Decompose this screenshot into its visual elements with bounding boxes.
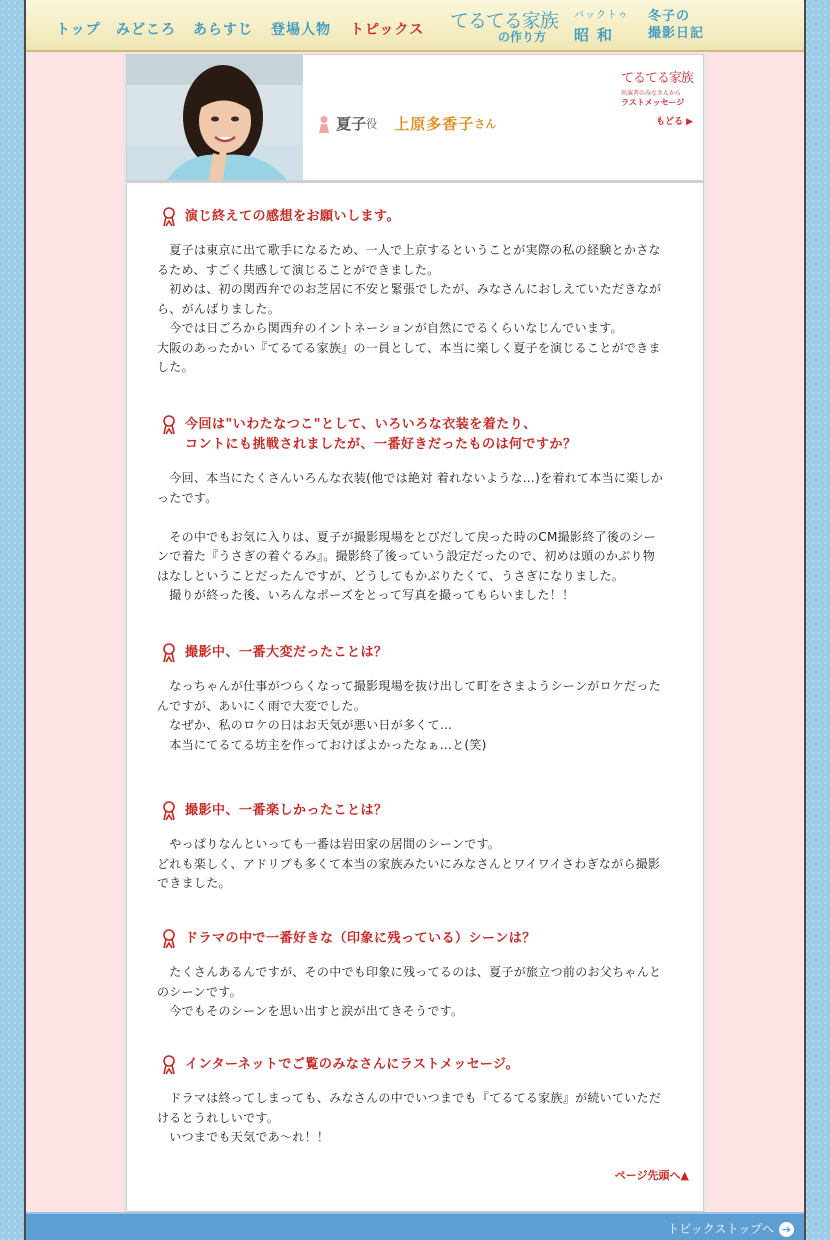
answer-text [157,835,667,894]
question-heading [157,1055,667,1075]
topics-top-label: トピックストップへ [667,1222,774,1236]
qa-block [157,801,667,894]
answer-paragraph: いつまでも天気であ〜れ！！ [157,1130,330,1144]
nav-logo-title: てるてる家族 [450,10,558,32]
nav-characters[interactable]: 登場人物 [271,22,331,38]
nav-diary-line1: 冬子の [648,9,691,24]
character-name: 夏子 [336,115,367,133]
question-person-icon [161,207,177,234]
question-line: インターネットでご覧のみなさんにラストメッセージ。 [185,1057,519,1072]
nav-back-big: 昭和 [574,26,621,44]
topics-top-link[interactable] [667,1220,794,1237]
nav-back-small: バックトゥ [574,10,629,21]
person-icon [317,115,331,133]
nav-top[interactable]: トップ [56,22,101,38]
role-suffix: 役 [366,117,378,131]
question-heading [157,929,667,949]
question-person-icon [161,929,177,956]
nav-back-to-showa[interactable] [574,6,630,45]
question-heading [157,415,667,455]
answer-paragraph: 今では日ごろから関西弁のイントネーションが自然にでるくらいなじんでいます。 [157,321,623,335]
question-line: 撮影中、一番大変だったことは？ [185,645,388,660]
question-heading [157,207,667,227]
answer-paragraph: なっちゃんが仕事がつらくなって撮影現場を抜け出して町をさまようシーンがロケだったんですが、あいにく雨で大変でした。 [157,679,662,713]
last-message-logo-sub: 出演者のみなさんから [621,90,682,97]
nav-fuyuko-diary[interactable] [648,8,704,42]
answer-paragraph: なぜか、私のロケの日はお天気が悪い日が多くて… [157,718,453,732]
last-message-back-link[interactable] [621,67,697,127]
answer-paragraph: ドラマは終ってしまっても、みなさんの中でいつまでも『てるてる家族』が続いていただけるとうれしいです。 [157,1091,662,1125]
answer-text [157,677,667,755]
answer-paragraph [157,508,667,528]
last-message-logo-msg: ラストメッセージ [621,98,685,107]
page-top-link[interactable]: ページ先頭へ▲ [614,1169,689,1182]
question-person-icon [161,643,177,670]
actor-photo [127,55,303,180]
honorific: さん [474,117,497,131]
answer-text [157,1089,667,1148]
nav-teruteru-logo-link[interactable] [448,6,560,46]
question-line: 今回は"いわたなつこ"として、いろいろな衣装を着たり、 [185,417,537,432]
answer-paragraph: どれも楽しく、アドリブも多くて本当の家族みたいにみなさんとワイワイさわぎながら撮影できました。 [157,856,661,890]
main-content [126,54,704,1212]
actor-name: 上原多香子 [394,115,475,133]
answer-paragraph: たくさんあるんですが、その中でも印象に残ってるのは、夏子が旅立つ前のお父ちゃんとのシーンです。 [157,965,662,999]
answer-paragraph: 今回、本当にたくさんいろんな衣装(他では絶対 着れないような…)を着れて本当に楽しかったです。 [157,471,664,505]
question-person-icon [161,415,177,442]
question-line: ドラマの中で一番好きな（印象に残っている）シーンは？ [185,931,536,946]
answer-text [157,963,667,1022]
nav-arasuji[interactable]: あらすじ [193,22,253,38]
qa-block [157,929,667,1022]
qa-block [157,1055,667,1148]
answer-paragraph: 撮りが終った後、いろんなポーズをとって写真を撮ってもらいました！！ [157,588,575,602]
nav-midokoro[interactable]: みどころ [116,22,176,38]
global-nav [26,0,804,52]
profile-header [127,55,703,183]
last-message-logo-title: てるてる家族 [621,71,693,86]
answer-paragraph: 本当にてるてる坊主を作っておけばよかったなぁ…と(笑) [157,737,487,752]
answer-paragraph: 初めは、初の関西弁でのお芝居に不安と緊張でしたが、みなさんにおしえていただきながら、がんばりました。 [157,282,662,316]
question-line: 演じ終えての感想をお願いします。 [185,209,400,224]
question-line: コントにも挑戦されましたが、一番好きだったものは何ですか？ [185,437,577,452]
answer-text [157,241,667,378]
nav-topics[interactable]: トピックス [350,22,425,38]
qa-block [157,643,667,755]
qa-block [157,207,667,378]
arrow-right-icon: ➔ [779,1222,794,1237]
qa-block [157,415,667,606]
answer-text [157,469,667,606]
question-person-icon [161,1055,177,1082]
answer-paragraph: やっぱりなんといっても一番は岩田家の居間のシーンです。 [157,837,501,851]
nav-logo-sub: の作り方 [498,30,547,44]
answer-paragraph: 夏子は東京に出て歌手になるため、一人で上京するということが実際の私の経験とかさなるため、すごく共感して演じることができました。 [157,243,661,277]
answer-paragraph: その中でもお気に入りは、夏子が撮影現場をとびだして戻った時のCM撮影終了後のシーンで着た『うさぎの着ぐるみ』。撮影終了後っていう設定だったので、初めは頭のかぶり物はなしということだったんですが、どうしてもかぶりたくて、うさぎになりました。 [157,529,657,583]
question-line: 撮影中、一番楽しかったことは？ [185,803,388,818]
nav-diary-line2: 撮影日記 [648,26,705,41]
footer-bar [26,1212,804,1240]
question-heading [157,643,667,663]
role-title [317,113,496,134]
question-person-icon [161,801,177,828]
back-label: もどる ▶ [655,117,693,127]
answer-paragraph: 大阪のあったかい『てるてる家族』の一員として、本当に楽しく夏子を演じることができました。 [157,340,661,374]
answer-paragraph: 今でもそのシーンを思い出すと涙が出てきそうです。 [157,1004,464,1018]
question-heading [157,801,667,821]
